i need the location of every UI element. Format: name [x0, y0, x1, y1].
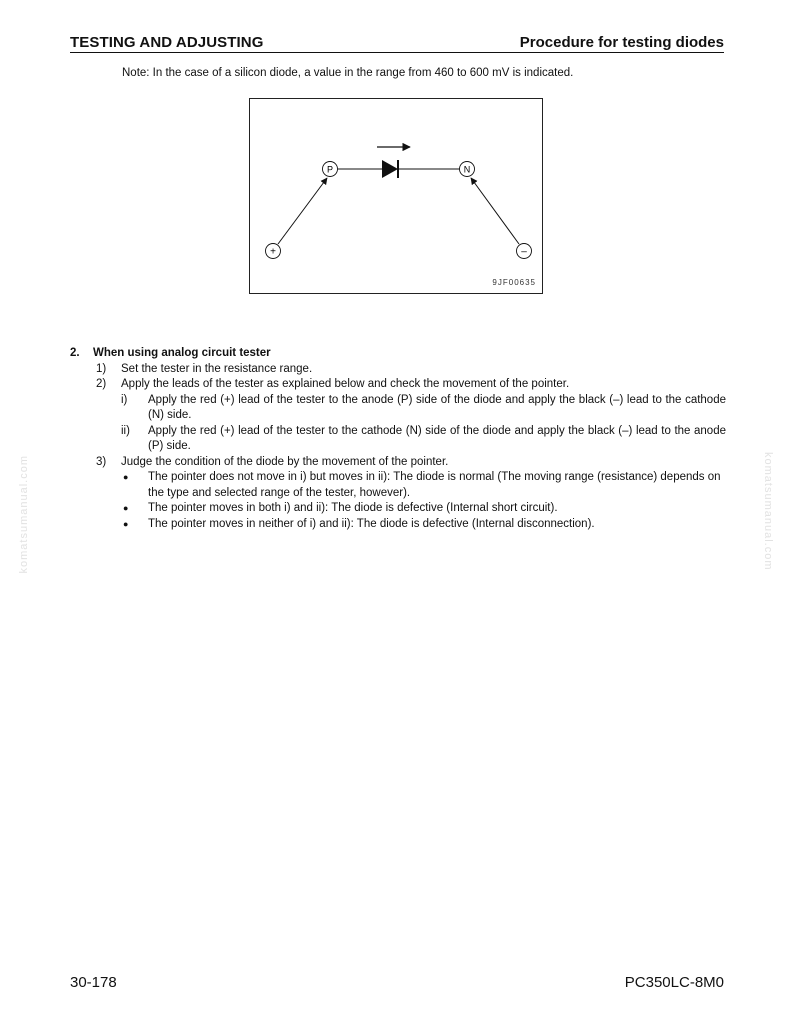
- step-text: Set the tester in the resistance range.: [121, 362, 313, 375]
- anode-label: P: [326, 164, 334, 175]
- section-title-text: When using analog circuit tester: [93, 347, 271, 359]
- figure-code: 9JF00635: [492, 278, 536, 287]
- step-item: [70, 362, 726, 378]
- substep-item: [70, 393, 726, 424]
- step-number: 3): [96, 455, 107, 468]
- substep-item: [70, 424, 726, 455]
- diode-symbol: [382, 160, 398, 178]
- page-title: Procedure for testing diodes: [519, 34, 724, 51]
- page-number: 30-178: [70, 974, 117, 991]
- bullet-text: The pointer moves in both i) and ii): The diode is defective (Internal short circuit).: [148, 502, 558, 514]
- step-text: Judge the condition of the diode by the movement of the pointer.: [121, 455, 449, 468]
- section-title: [70, 346, 726, 362]
- substep-number: ii): [121, 424, 130, 437]
- substep-number: i): [121, 393, 128, 406]
- watermark-right: komatsumanual.com: [762, 452, 774, 571]
- positive-lead-arrow: [278, 178, 327, 244]
- negative-lead-arrow: [471, 178, 519, 244]
- bullet-item: [70, 517, 726, 533]
- model-number: PC350LC-8M0: [624, 974, 724, 991]
- negative-probe-label: –: [521, 246, 527, 258]
- bullet-item: [70, 470, 726, 501]
- diode-diagram: [250, 99, 544, 295]
- step-text: Apply the leads of the tester as explained below and check the movement of the pointer.: [121, 378, 570, 390]
- substep-text: Apply the red (+) lead of the tester to the anode (P) side of the diode and apply the black (–) lead to the cathode (N) side.: [148, 393, 726, 421]
- analog-tester-section: [70, 346, 726, 532]
- watermark-left: komatsumanual.com: [18, 455, 30, 574]
- step-number: 2): [96, 378, 107, 390]
- positive-probe-label: +: [270, 246, 276, 258]
- bullet-text: The pointer does not move in i) but moves in ii): The diode is normal (The moving range (resistance) depends on the type and selected range of the tester, however).: [148, 471, 721, 499]
- note-text: Note: In the case of a silicon diode, a value in the range from 460 to 600 mV is indicated.: [122, 67, 574, 79]
- step-item: [70, 377, 726, 393]
- header-divider: [70, 52, 724, 53]
- bullet-item: [70, 501, 726, 517]
- step-item: [70, 455, 726, 471]
- bullet-icon: ●: [123, 472, 129, 482]
- section-header: TESTING AND ADJUSTING: [70, 34, 264, 51]
- step-number: 1): [96, 362, 107, 375]
- bullet-icon: ●: [123, 503, 129, 513]
- section-number: 2.: [70, 347, 80, 359]
- substep-text: Apply the red (+) lead of the tester to the cathode (N) side of the diode and apply the black (–) lead to the anode (P) side.: [148, 424, 726, 452]
- bullet-text: The pointer moves in neither of i) and ii): The diode is defective (Internal disconnection).: [148, 517, 595, 530]
- cathode-label: N: [463, 164, 471, 175]
- diode-test-figure: [249, 98, 543, 294]
- bullet-icon: ●: [123, 518, 129, 529]
